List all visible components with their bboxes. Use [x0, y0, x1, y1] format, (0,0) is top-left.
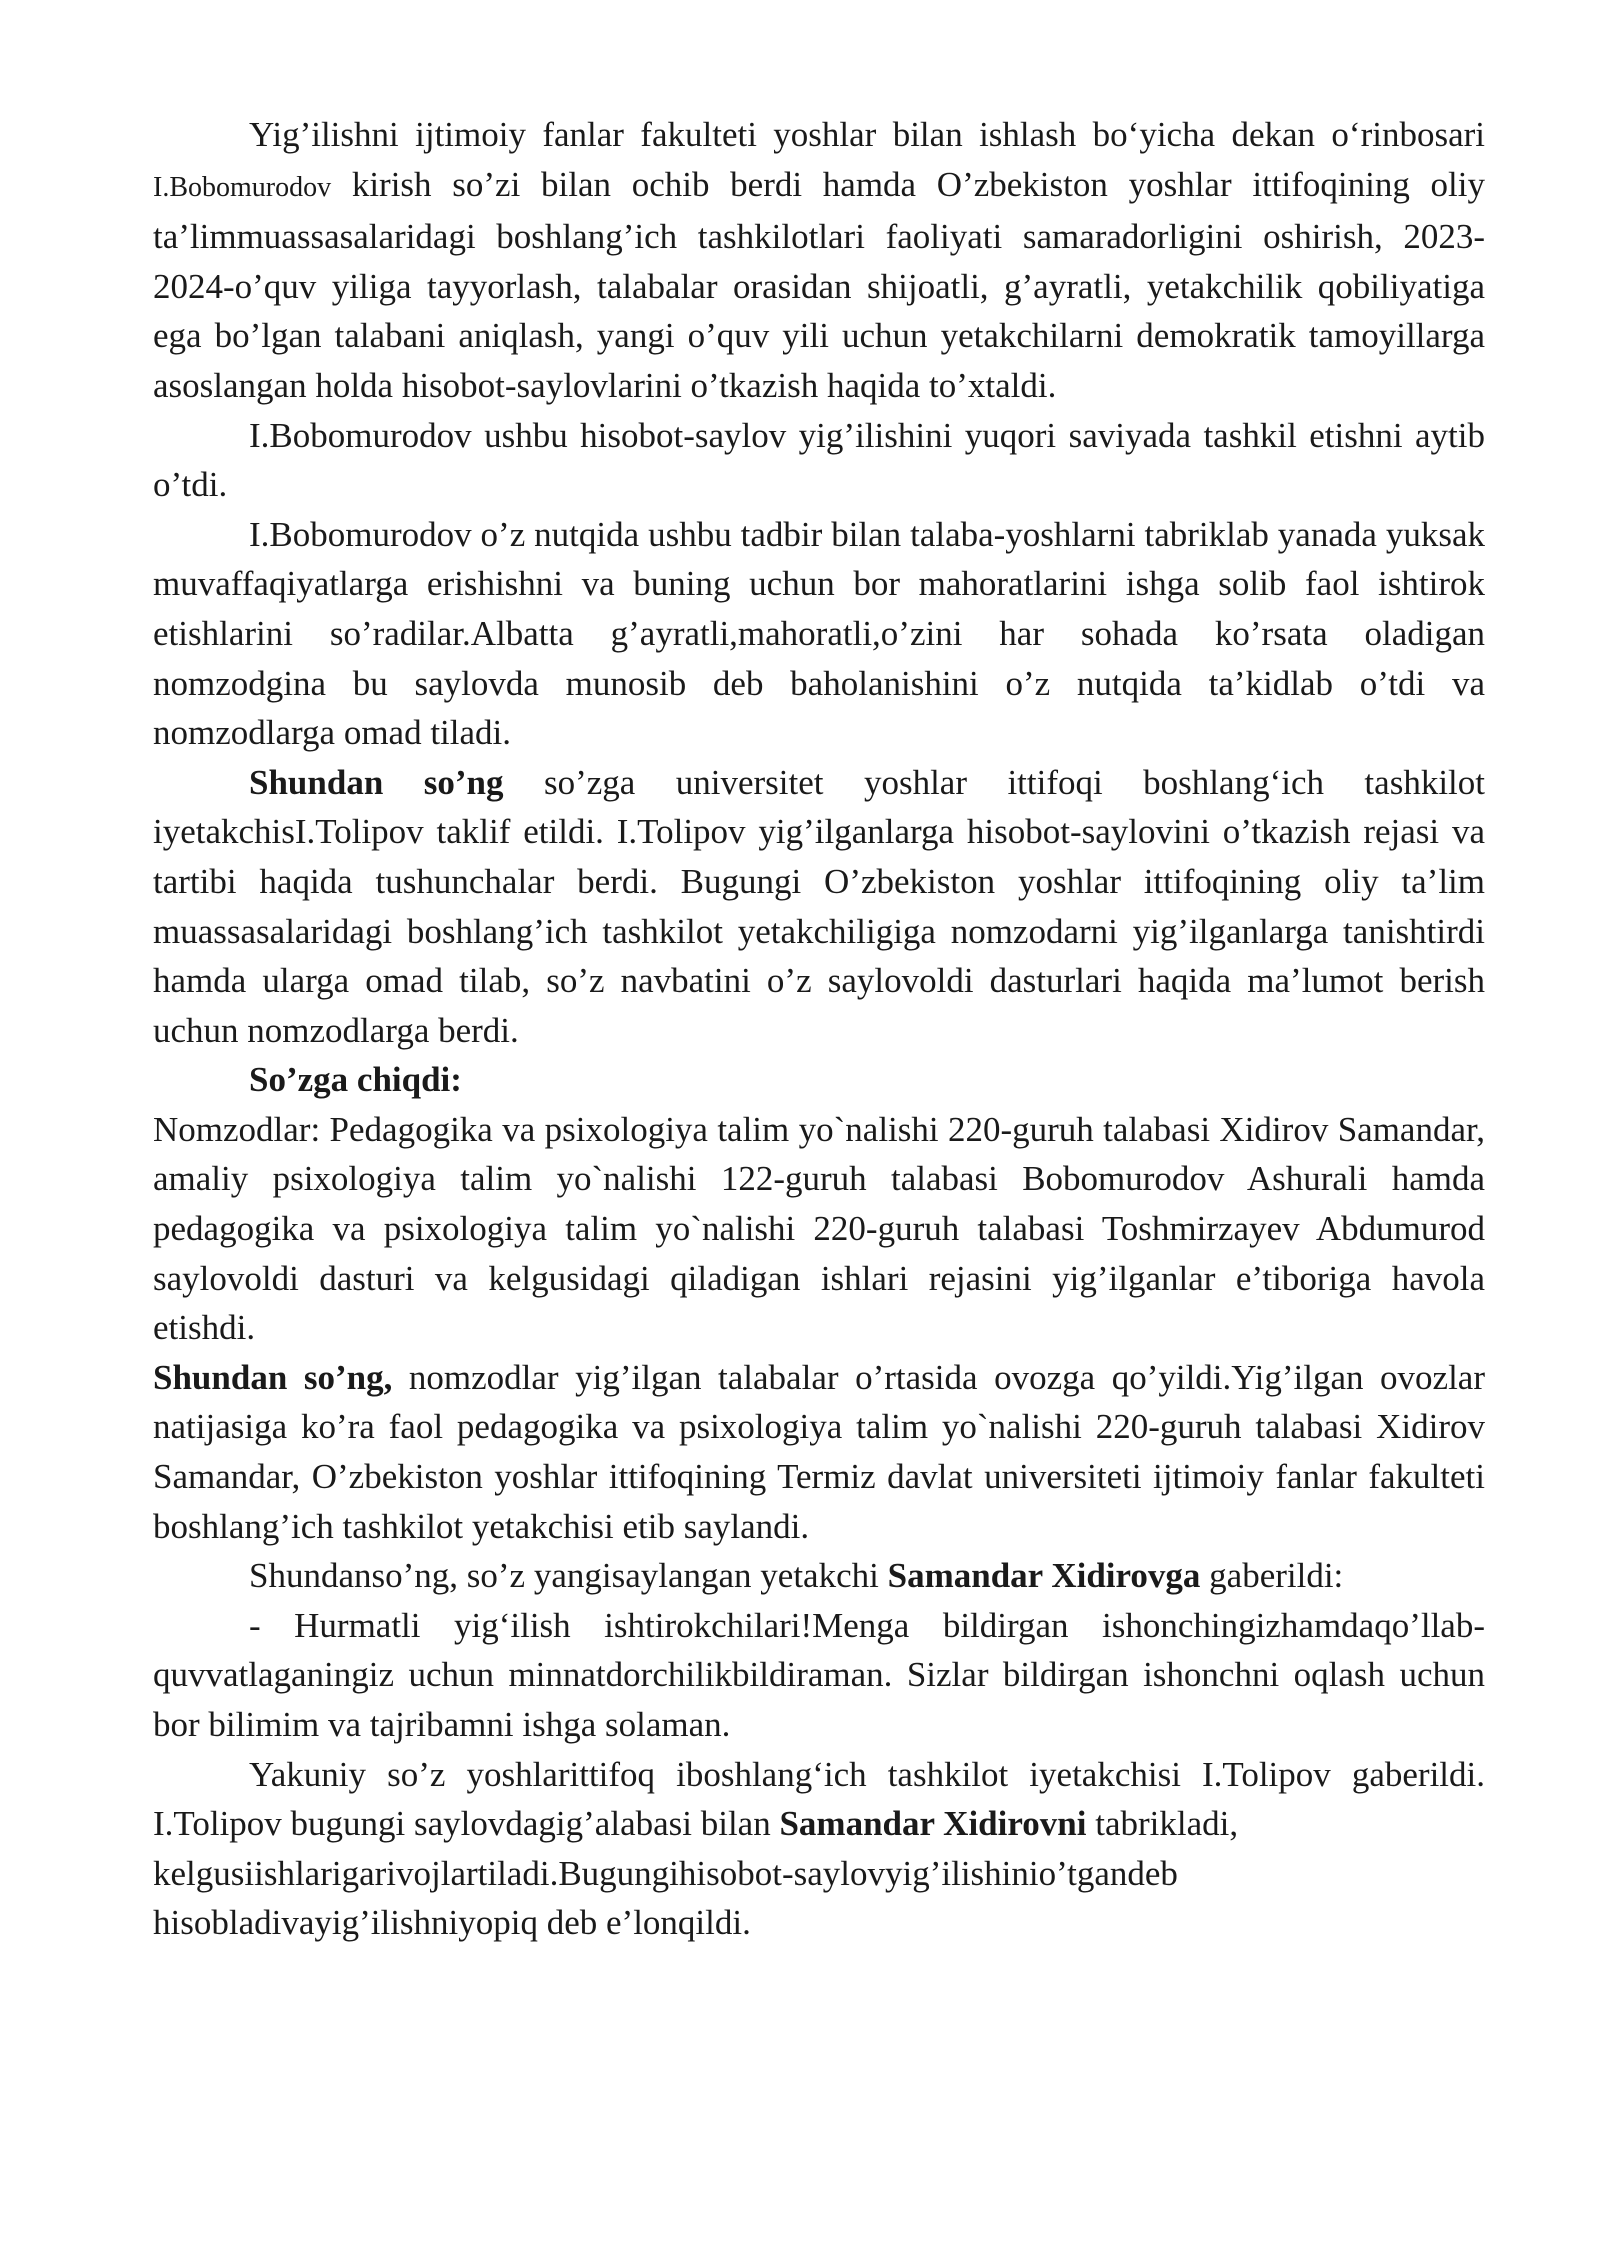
paragraph-speech: I.Bobomurodov o’z nutqida ushbu tadbir bilan talaba-yoshlarni tabriklab yanada yuksak muvaffaqiyatlarga erishishni va buning uchun bor mahoratlarini ishga solib faol ishtirok etishlarini so’radilar.Albatta g’ayratli,mahoratli,o’zini har sohada ko’rsata oladigan nomzodgina bu saylovda munosib deb baholanishini o’z nutqida ta’kidlab o’tdi va nomzodlarga omad tiladi. [153, 514, 1485, 753]
paragraph-closing-line-3: hisobladivayig’ilishniyopiq deb e’lonqildi. [153, 1903, 751, 1943]
paragraph-new-leader [153, 1551, 1485, 1601]
paragraph-vote-text: nomzodlar yig’ilgan talabalar o’rtasida ovozga qo’yildi.Yig’ilgan ovozlar natijasiga ko’ra faol pedagogika va psixologiya talim yo`nalishi 220-guruh talabasi Xidirov Samandar, O’zbekiston yoshlar ittifoqining Termiz davlat universiteti ijtimoiy fanlar fakulteti boshlang’ich tashkilot yetakchisi etib saylandi. [153, 1357, 1485, 1546]
paragraph-acceptance-speech: - Hurmatli yig‘ilish ishtirokchilari!Menga bildirgan ishonchingizhamdaqo’llab-quvvatlaganingiz uchun minnatdorchilikbildiraman. Sizlar bildirgan ishonchni oqlash uchun bor bilimim va tajribamni ishga solaman. [153, 1605, 1485, 1744]
paragraph-tolipov-lead: Shundan so’ng [249, 762, 504, 802]
paragraph-closing-text-a: Yakuniy so’z yoshlarittifoq iboshlang‘ich tashkilot iyetakchisi I.Tolipov gaberildi. I.Tolipov bugungi saylovdagig’alabasi bilan [153, 1754, 1485, 1844]
heading-speakers [153, 1055, 1485, 1105]
document-body [153, 110, 1485, 1948]
closing-leader-name: Samandar Xidirovni [779, 1804, 1087, 1844]
paragraph-candidates: Nomzodlar: Pedagogika va psixologiya talim yo`nalishi 220-guruh talabasi Xidirov Samandar, amaliy psixologiya talim yo`nalishi 122-guruh talabasi Bobomurodov Ashurali hamda pedagogika va psixologiya talim yo`nalishi 220-guruh talabasi Toshmirzayev Abdumurod saylovoldi dasturi va kelgusidagi qiladigan ishlari rejasini yig’ilganlar e’tiboriga havola etishdi. [153, 1109, 1485, 1348]
paragraph-closing-line-2: kelgusiishlarigarivojlartiladi.Bugungihisobot-saylovyig’ilishinio’tgandeb [153, 1853, 1178, 1893]
paragraph-closing-text-b: tabrikladi, [1086, 1804, 1239, 1844]
paragraph-tolipov [153, 758, 1485, 1056]
paragraph-closing [153, 1750, 1485, 1849]
paragraph-new-leader-text-a: Shundanso’ng, so’z yangisaylangan yetakchi [249, 1556, 888, 1596]
dean-deputy-name: I.Bobomurodov [153, 171, 332, 203]
paragraph-opening-text-b: kirish so’zi bilan ochib berdi hamda O’zbekiston yoshlar ittifoqining oliy ta’limmuassasalaridagi boshlang’ich tashkilotlari faoliyati samaradorligini oshirish, 2023-2024-o’quv yiliga tayyorlash, talabalar orasidan shijoatli, g’ayratli, yetakchilik qobiliyatiga ega bo’lgan talabani aniqlash, yangi o’quv yili uchun yetakchilarni demokratik tamoyillarga asoslangan holda hisobot-saylovlarini o’tkazish haqida to’xtaldi. [153, 164, 1485, 405]
paragraph-opening-text-a: Yig’ilishni ijtimoiy fanlar fakulteti yoshlar bilan ishlash bo‘yicha dekan o‘rinbosari [249, 115, 1485, 154]
paragraph-vote [153, 1353, 1485, 1551]
paragraph-vote-lead: Shundan so’ng, [153, 1357, 393, 1397]
new-leader-name: Samandar Xidirovga [887, 1556, 1201, 1596]
paragraph-organize: I.Bobomurodov ushbu hisobot-saylov yig’ilishini yuqori saviyada tashkil etishni aytib o’tdi. [153, 415, 1485, 505]
heading-speakers-text: So’zga chiqdi: [249, 1060, 462, 1100]
paragraph-tolipov-text: so’zga universitet yoshlar ittifoqi boshlang‘ich tashkilot iyetakchisI.Tolipov taklif etildi. I.Tolipov yig’ilganlarga hisobot-saylovini o’tkazish rejasi va tartibi haqida tushunchalar berdi. Bugungi O’zbekiston yoshlar ittifoqining oliy ta’lim muassasalaridagi boshlang’ich tashkilot yetakchiligiga nomzodarni yig’ilganlarga tanishtirdi hamda ularga omad tilab, so’z navbatini o’z saylovoldi dasturlari haqida ma’lumot berish uchun nomzodlarga berdi. [153, 762, 1485, 1050]
paragraph-opening [153, 110, 1485, 411]
paragraph-new-leader-text-b: gaberildi: [1200, 1556, 1344, 1596]
